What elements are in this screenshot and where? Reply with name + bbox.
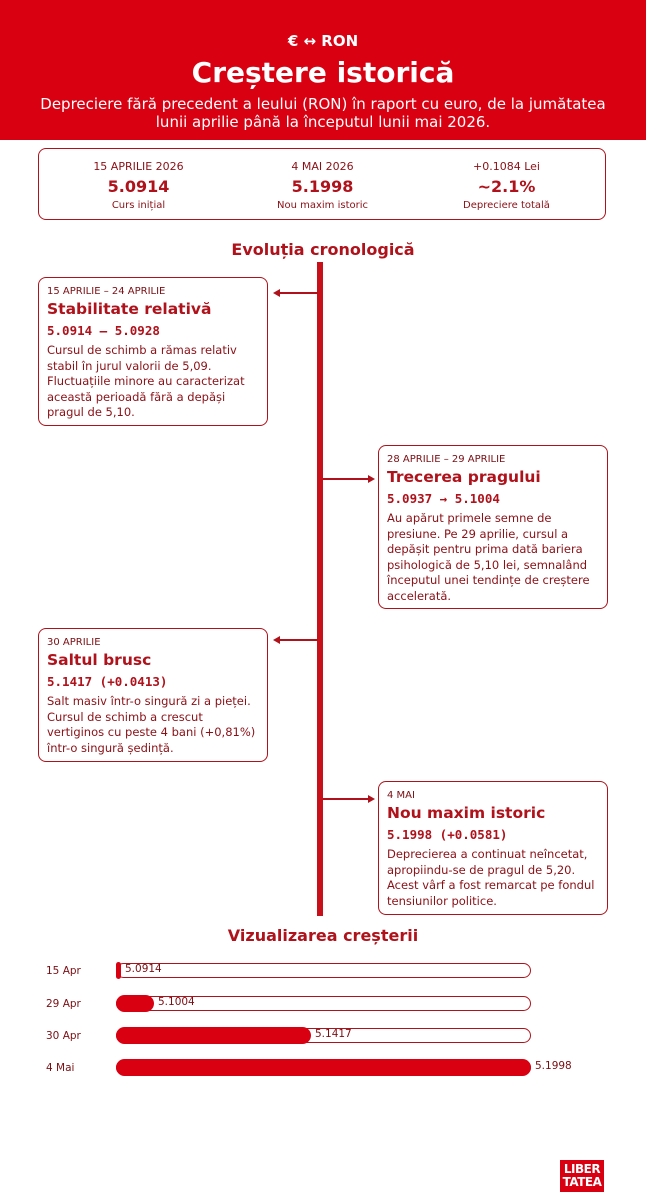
bar-label: 29 Apr bbox=[46, 998, 81, 1010]
timeline-card-3 bbox=[38, 628, 268, 762]
connector-line bbox=[323, 798, 368, 800]
timeline-axis bbox=[317, 262, 323, 916]
stat-value: 5.1998 bbox=[291, 177, 354, 196]
bar-fill bbox=[116, 1027, 311, 1044]
arrow-left-icon bbox=[273, 289, 280, 297]
page-subtitle: Depreciere fără precedent a leului (RON) în raport cu euro, de la jumătatea lunii aprilie până la începutul lunii mai 2026. bbox=[40, 95, 606, 131]
bar-value: 5.1004 bbox=[158, 996, 195, 1008]
timeline-card-2 bbox=[378, 445, 608, 609]
bar-label: 30 Apr bbox=[46, 1030, 81, 1042]
logo-line-2: TATEA bbox=[562, 1175, 602, 1189]
event-description: Cursul de schimb a rămas relativ stabil în jurul valorii de 5,09. Fluctuațiile minore au caracterizat această perioadă fără a depăși pragul de 5,10. bbox=[47, 343, 245, 419]
event-value: 5.1998 (+0.0581) bbox=[387, 827, 508, 842]
logo-line-1: LIBER bbox=[563, 1162, 601, 1176]
event-description: Au apărut primele semne de presiune. Pe 29 aprilie, cursul a depășit pentru prima dată bariera psihologică de 5,10 lei, semnalând începutul unei tendințe de creștere accelerată. bbox=[387, 511, 590, 603]
bar-label: 15 Apr bbox=[46, 965, 81, 977]
event-date: 15 APRILIE – 24 APRILIE bbox=[47, 286, 166, 297]
event-title: Trecerea pragului bbox=[387, 468, 541, 486]
currency-pair: € ↔ RON bbox=[287, 32, 359, 50]
libertatea-logo bbox=[560, 1160, 604, 1192]
stat-date: 4 MAI 2026 bbox=[291, 160, 354, 173]
bar-value: 5.1998 bbox=[535, 1060, 572, 1072]
bar-track bbox=[116, 963, 531, 978]
arrow-left-icon bbox=[273, 636, 280, 644]
connector-line bbox=[280, 292, 318, 294]
connector-line bbox=[280, 639, 318, 641]
bar-fill bbox=[116, 1059, 531, 1076]
event-description: Deprecierea a continuat neîncetat, apropiindu-se de pragul de 5,20. Acest vârf a fost remarcat pe fondul tensiunilor politice. bbox=[387, 847, 595, 908]
timeline-card-1 bbox=[38, 277, 268, 426]
event-date: 28 APRILIE – 29 APRILIE bbox=[387, 454, 506, 465]
arrow-right-icon bbox=[368, 795, 375, 803]
event-title: Saltul brusc bbox=[47, 651, 152, 669]
stat-date: 15 APRILIE 2026 bbox=[93, 160, 184, 173]
stat-label: Nou maxim istoric bbox=[276, 200, 368, 211]
stat-value: ~2.1% bbox=[477, 177, 536, 196]
bar-value: 5.1417 bbox=[315, 1028, 352, 1040]
header-banner bbox=[0, 0, 646, 140]
event-title: Stabilitate relativă bbox=[47, 300, 212, 318]
event-title: Nou maxim istoric bbox=[387, 804, 546, 822]
stat-date: +0.1084 Lei bbox=[473, 160, 540, 173]
timeline-title: Evoluția cronologică bbox=[231, 240, 415, 259]
event-value: 5.0937 → 5.1004 bbox=[387, 491, 500, 506]
arrow-right-icon bbox=[368, 475, 375, 483]
bar-fill bbox=[116, 995, 154, 1012]
event-value: 5.1417 (+0.0413) bbox=[47, 674, 168, 689]
visualization-title: Vizualizarea creșterii bbox=[227, 926, 419, 945]
stat-value: 5.0914 bbox=[107, 177, 170, 196]
stat-label: Depreciere totală bbox=[463, 200, 550, 211]
page-title: Creștere istorică bbox=[191, 56, 455, 89]
stat-label: Curs inițial bbox=[111, 200, 166, 211]
timeline-card-4 bbox=[378, 781, 608, 915]
bar-value: 5.0914 bbox=[125, 963, 162, 975]
connector-line bbox=[323, 478, 368, 480]
event-description: Salt masiv într-o singură zi a pieței. Cursul de schimb a crescut vertiginos cu peste 4 bani (+0,81%) într-o singură ședință. bbox=[47, 694, 256, 755]
event-date: 4 MAI bbox=[387, 790, 415, 801]
event-value: 5.0914 — 5.0928 bbox=[47, 323, 160, 338]
bar-fill bbox=[116, 962, 121, 979]
event-date: 30 APRILIE bbox=[47, 637, 101, 648]
bar-label: 4 Mai bbox=[46, 1062, 75, 1074]
stats-panel bbox=[38, 148, 606, 220]
